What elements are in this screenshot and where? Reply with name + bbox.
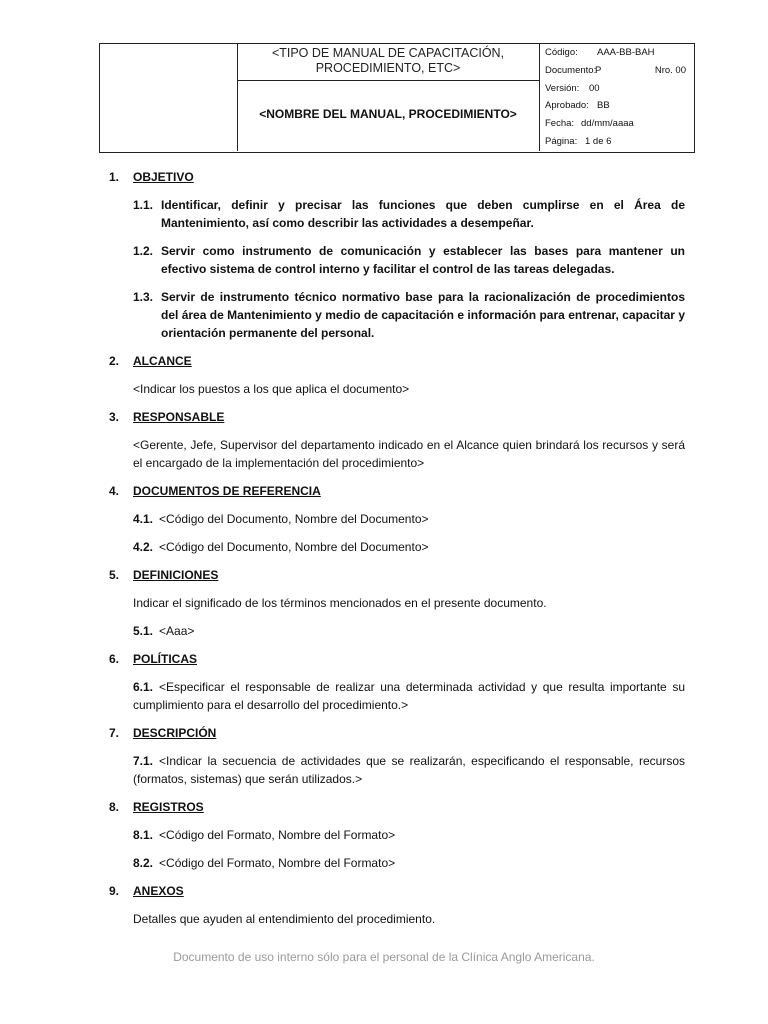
item-number: 1.3. (133, 290, 154, 304)
pagina-value: 1 de 6 (585, 135, 612, 147)
section-title: RESPONSABLE (133, 410, 225, 424)
aprobado-row (539, 97, 694, 115)
registros-item-2 (133, 854, 685, 872)
logo-cell (100, 44, 238, 151)
version-row (539, 80, 694, 98)
anexos-text: Detalles que ayuden al entendimiento del procedimiento. (133, 912, 436, 926)
section-number: 1. (109, 170, 120, 184)
item-text: <Código del Documento, Nombre del Documento> (159, 540, 429, 554)
item-number: 7.1. (133, 754, 154, 768)
documento-row (539, 62, 694, 80)
item-text: <Especificar el responsable de realizar una determinada actividad y que resulta importante su cumplimiento para el desarrollo del procedimiento.> (133, 680, 685, 712)
codigo-value: AAA-BB-BAH (597, 47, 655, 58)
definiciones-text: Indicar el significado de los términos mencionados en el presente documento. (133, 596, 547, 610)
nro-value: Nro. 00 (654, 64, 686, 76)
item-number: 1.2. (133, 244, 154, 258)
title-cell (237, 44, 540, 151)
item-number: 1.1. (133, 198, 154, 212)
objetivo-item-2 (109, 242, 685, 278)
section-number: 6. (109, 652, 120, 666)
section-title: ANEXOS (133, 884, 184, 898)
documentos-item-1 (133, 510, 685, 528)
section-anexos-heading (109, 882, 685, 900)
aprobado-value: BB (597, 100, 610, 112)
section-number: 5. (109, 568, 120, 582)
item-text: Servir como instrumento de comunicación y establecer las bases para mantener un efectivo sistema de control interno y facilitar el control de las tareas delegadas. (161, 244, 685, 276)
section-title: ALCANCE (133, 354, 192, 368)
item-number: 8.2. (133, 856, 154, 870)
section-number: 9. (109, 884, 120, 898)
pagina-row (539, 133, 694, 151)
section-responsable-heading (109, 408, 685, 426)
section-title: REGISTROS (133, 800, 204, 814)
manual-type: <TIPO DE MANUAL DE CAPACITACIÓN, PROCEDIMIENTO, ETC> (237, 44, 539, 81)
alcance-text: <Indicar los puestos a los que aplica el documento> (133, 382, 410, 396)
documento-value: P (595, 64, 602, 76)
section-number: 3. (109, 410, 120, 424)
section-title: POLÍTICAS (133, 652, 198, 666)
item-text: <Indicar la secuencia de actividades que se realizarán, especificando el responsable, recursos (formatos, sistemas) que serán utilizados.> (133, 754, 685, 786)
section-title: DOCUMENTOS DE REFERENCIA (133, 484, 321, 498)
responsable-text: <Gerente, Jefe, Supervisor del departamento indicado en el Alcance quien brindará los recursos y será el encargado de la implementación del procedimiento> (133, 438, 685, 470)
section-politicas-heading (109, 650, 685, 668)
version-value: 00 (589, 82, 600, 94)
manual-name: <NOMBRE DEL MANUAL, PROCEDIMIENTO> (259, 107, 517, 121)
fecha-row (539, 115, 694, 133)
document-header-table (99, 43, 695, 153)
descripcion-item-1 (133, 752, 685, 788)
item-number: 8.1. (133, 828, 154, 842)
section-objetivo-heading (109, 168, 685, 186)
item-number: 6.1. (133, 680, 154, 694)
item-text: Servir de instrumento técnico normativo base para la racionalización de procedimientos del área de Mantenimiento y medio de capacitación e información para entrenar, capacitar y orientación permanente del personal. (161, 290, 685, 340)
section-descripcion-heading (109, 724, 685, 742)
section-number: 4. (109, 484, 120, 498)
codigo-label: Código: (545, 47, 578, 58)
item-number: 4.2. (133, 540, 154, 554)
version-label: Versión: (545, 82, 580, 94)
section-alcance-heading (109, 352, 685, 370)
item-text: <Código del Formato, Nombre del Formato> (159, 856, 396, 870)
objetivo-item-3 (109, 288, 685, 342)
politicas-item-1 (133, 678, 685, 714)
registros-item-1 (133, 826, 685, 844)
page-footer: Documento de uso interno sólo para el personal de la Clínica Anglo Americana. (173, 950, 595, 964)
section-number: 2. (109, 354, 120, 368)
item-number: 5.1. (133, 624, 154, 638)
section-title: DEFINICIONES (133, 568, 219, 582)
section-definiciones-heading (109, 566, 685, 584)
pagina-label: Página: (545, 135, 578, 147)
fecha-label: Fecha: (545, 118, 575, 130)
codigo-row (539, 44, 694, 62)
item-number: 4.1. (133, 512, 154, 526)
fecha-value: dd/mm/aaaa (581, 118, 634, 130)
item-text: <Código del Formato, Nombre del Formato> (159, 828, 396, 842)
item-text: <Aaa> (159, 624, 195, 638)
objetivo-item-1 (109, 196, 685, 232)
documentos-item-2 (133, 538, 685, 556)
section-number: 8. (109, 800, 120, 814)
document-metadata (539, 44, 694, 151)
section-registros-heading (109, 798, 685, 816)
definiciones-item-1 (133, 622, 685, 640)
section-title: DESCRIPCIÓN (133, 726, 217, 740)
aprobado-label: Aprobado: (545, 100, 589, 112)
document-body (109, 158, 685, 928)
section-documentos-heading (109, 482, 685, 500)
section-number: 7. (109, 726, 120, 740)
item-text: Identificar, definir y precisar las funciones que deben cumplirse en el Área de Mantenimiento, así como describir las actividades a desempeñar. (161, 198, 685, 230)
section-title: OBJETIVO (133, 170, 194, 184)
item-text: <Código del Documento, Nombre del Documento> (159, 512, 429, 526)
documento-label: Documento: (545, 64, 597, 76)
